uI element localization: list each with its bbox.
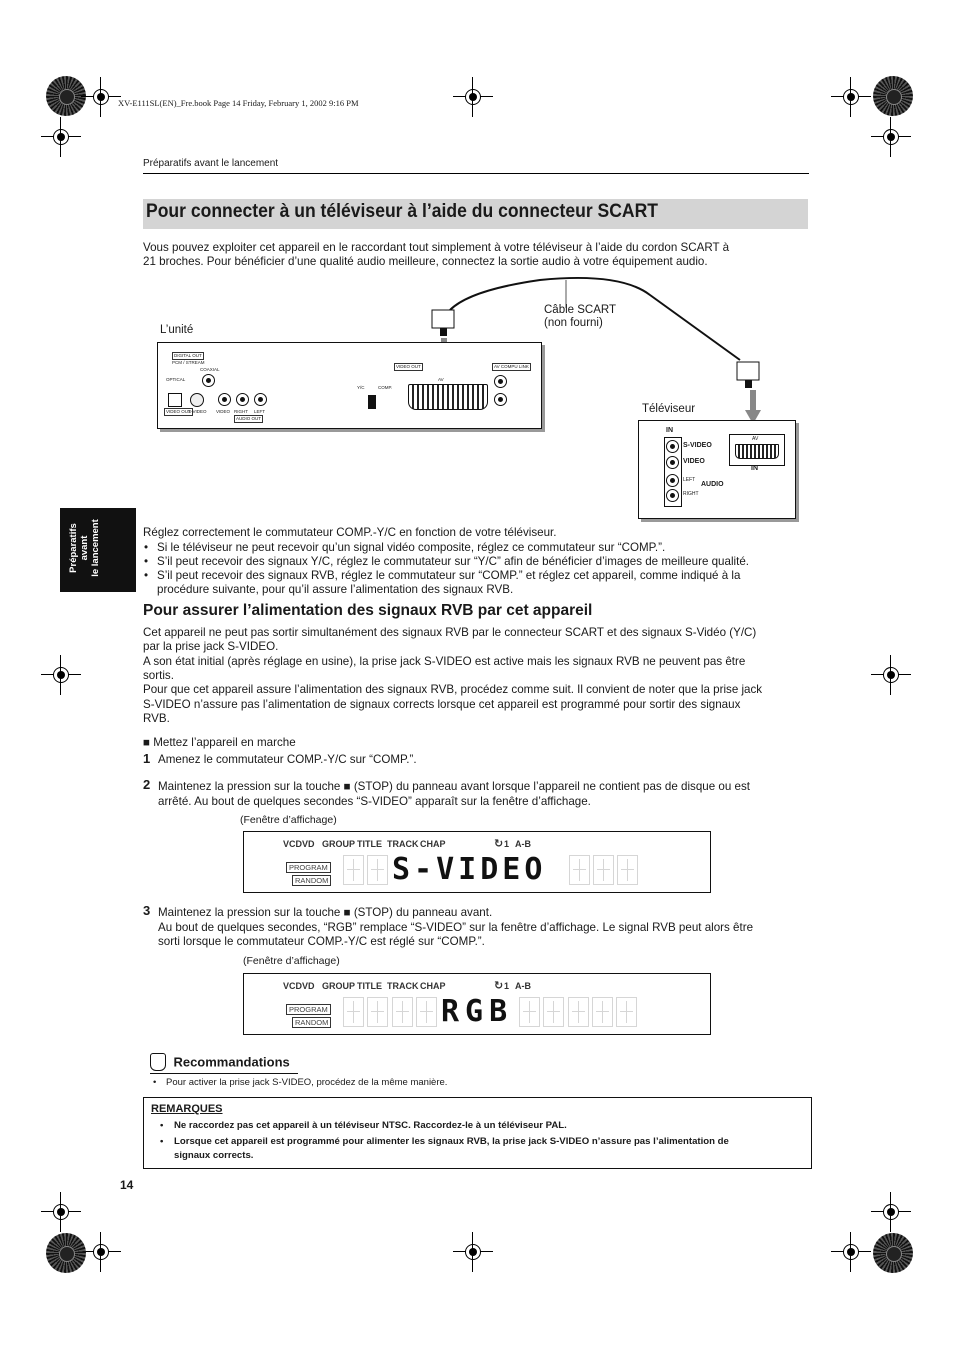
display-window-1 [243,831,711,893]
registration-mark [453,1232,493,1272]
step-text: Amenez le commutateur COMP.-Y/C sur “COMP.”. [158,753,417,766]
rvb-paragraph: Pour que cet appareil assure l’alimentation des signaux RVB, procédez comme suit. Il convient de noter que la prise jack [143,683,763,696]
tv-right-label: RIGHT [683,491,699,497]
lcd-vcdvd: VCDVD [283,839,315,849]
digital-out-label: DIGITAL OUT [174,353,202,358]
lcd-cell [519,997,540,1027]
lcd-cell [543,997,564,1027]
recommendation-item: • Pour activer la prise jack S-VIDEO, procédez de la même manière. [152,1076,447,1091]
optical-port [168,393,182,407]
lcd-chap: CHAP [420,839,446,849]
page-number: 14 [120,1178,134,1192]
tv-left-jack [666,474,679,487]
step-text: arrêté. Au bout de quelques secondes “S-VIDEO” apparaît sur la fenêtre d’affichage. [158,795,591,808]
switch-bullet: • S’il peut recevoir des signaux Y/C, réglez le commutateur sur “Y/C” afin de bénéficier d’images de meilleure qualité. [143,555,749,570]
left-label: LEFT [254,409,266,414]
registration-mark [871,1192,911,1232]
lcd-group: GROUP [322,981,356,991]
side-tab [60,508,136,592]
recommendations-label: Recommandations [173,1054,290,1070]
coaxial-label: COAXIAL [200,367,220,372]
step-text: Au bout de quelques secondes, “RGB” remplace “S-VIDEO” sur la fenêtre d’affichage. Le signal RVB peut alors être [158,921,754,934]
lcd-cell [416,997,437,1027]
cable-label-line2: (non fourni) [544,317,603,329]
lcd-track: TRACK [387,839,419,849]
scart-section-label: VIDEO OUT [396,364,421,369]
audio-right-jack [236,393,249,406]
video-label: VIDEO [216,409,231,414]
compu-link-jack-1 [494,375,507,388]
lcd-ab: A-B [515,839,531,849]
lcd-cell [592,997,613,1027]
registration-mark [41,117,81,157]
lcd-random: RANDOM [292,875,331,886]
tv-s-video-jack [666,440,679,453]
lcd-repeat: 1 [504,839,510,849]
side-tab-line2: le lancement [90,519,101,577]
step-number: 3 [143,903,151,918]
repeat-icon: ↻ [494,838,504,850]
switch-bullet: • Si le téléviseur ne peut recevoir qu’un signal vidéo composite, réglez ce commutateur sur “COMP.”. [143,541,665,556]
recommendations-badge [150,1053,298,1074]
tv-audio-label: AUDIO [701,481,724,488]
rvb-paragraph: S-VIDEO n’assure pas l’alimentation de signaux corrects lorsque cet appareil est programmé pour sortir des signaux [143,698,741,711]
lcd-repeat: 1 [504,981,510,991]
tv-scart-connector [735,444,779,459]
tv-video-label: VIDEO [683,458,705,465]
scart-av-label: AV [438,377,444,382]
repeat-icon: ↻ [494,980,504,992]
lcd-cell [569,855,590,885]
remarks-heading: REMARQUES [151,1103,223,1115]
audio-left-jack [254,393,267,406]
comp-yc-switch [368,395,376,409]
step-number: 2 [143,777,151,792]
display-caption: (Fenêtre d’affichage) [240,814,337,826]
lcd-char: S-VIDEO [392,852,547,887]
lcd-chap: CHAP [420,981,446,991]
registration-mark [453,77,493,117]
lcd-cell [367,855,388,885]
s-video-port [190,393,204,407]
lcd-cell [343,855,364,885]
optical-label: OPTICAL [166,377,186,382]
registration-mark [831,1232,871,1272]
intro-line: 21 broches. Pour bénéficier d’une qualité audio meilleure, connectez la sortie audio à votre équipement audio. [143,255,708,268]
remark-item: • Lorsque cet appareil est programmé pour alimenter les signaux RVB, la prise jack S-VIDEO n’assure pas l’alimentation de [152,1135,729,1149]
lcd-title: TITLE [357,981,382,991]
tv-in2-label: IN [751,465,758,472]
lcd-cell [392,997,413,1027]
comp-label: COMP. [378,385,393,390]
lcd-program: PROGRAM [286,1004,331,1015]
switch-bullet-continuation: procédure suivante, pour qu’il assure l’alimentation des signaux RVB. [157,583,514,596]
registration-mark [871,655,911,695]
tv-in-label: IN [666,427,673,434]
header-rule [143,173,809,174]
unit-rear-panel [157,342,542,429]
lcd-cell [617,855,638,885]
switch-bullet: • S’il peut recevoir des signaux RVB, réglez le commutateur sur “COMP.” et réglez cet appareil, comme indiqué à la [143,569,740,584]
lcd-cell [593,855,614,885]
remark-item: • Ne raccordez pas cet appareil à un téléviseur NTSC. Raccordez-le à un téléviseur PAL. [152,1119,567,1133]
rvb-paragraph: Cet appareil ne peut pas sortir simultanément des signaux RVB par le connecteur SCART et des signaux S-Vidéo (Y/C) [143,626,757,639]
lcd-program: PROGRAM [286,862,331,873]
corner-disc-bottom-left [46,1233,86,1273]
step-text: sorti lorsque le commutateur COMP.-Y/C est réglé sur “COMP.”. [158,935,485,948]
cable-label [544,304,616,330]
step-text: Maintenez la pression sur la touche ■ (STOP) du panneau avant lorsque l’appareil ne contient pas de disque ou est [158,780,750,793]
rvb-paragraph: par la prise jack S-VIDEO. [143,640,279,653]
registration-mark [871,117,911,157]
remarks-box [143,1097,812,1169]
audio-out-label: AUDIO OUT [236,416,262,421]
lcd-cell [367,997,388,1027]
registration-mark [81,77,121,117]
lcd-random: RANDOM [292,1017,331,1028]
pcm-stream-label: PCM / STREAM [172,360,205,365]
page-title: Pour connecter à un téléviseur à l’aide du connecteur SCART [146,200,659,222]
side-tab-line1: Préparatifs avant [68,523,90,573]
tv-av-label: AV [752,436,759,442]
right-label: RIGHT [234,409,248,414]
video-out-label: VIDEO OUT [166,409,191,414]
tv-left-label: LEFT [683,477,696,483]
lcd-vcdvd: VCDVD [283,981,315,991]
lcd-cell [616,997,637,1027]
cable-label-line1: Câble SCART [544,304,617,316]
scart-connector [408,384,488,410]
print-info: XV-E111SL(EN)_Fre.book Page 14 Friday, February 1, 2002 9:16 PM [118,98,359,108]
compu-link-label: AV COMPU LINK [494,364,529,369]
lcd-ab: A-B [515,981,531,991]
lcd-title: TITLE [357,839,382,849]
rvb-heading: Pour assurer l’alimentation des signaux RVB par cet appareil [143,602,593,619]
power-note: ■ Mettez l’appareil en marche [143,736,296,749]
step-text: Maintenez la pression sur la touche ■ (STOP) du panneau avant. [158,906,493,919]
registration-mark [41,1192,81,1232]
lcd-char: RGB [441,994,514,1029]
video-jack [218,393,231,406]
step-number: 1 [143,751,151,766]
rvb-paragraph: sortis. [143,669,174,682]
lcd-cell [343,997,364,1027]
connection-diagram [140,270,810,525]
display-caption: (Fenêtre d’affichage) [243,955,340,967]
hand-icon [150,1053,166,1071]
lcd-track: TRACK [387,981,419,991]
lcd-cell [568,997,589,1027]
compu-link-jack-2 [494,393,507,406]
corner-disc-bottom-right [873,1233,913,1273]
unit-label: L’unité [160,324,194,336]
tv-label: Téléviseur [642,403,696,415]
registration-mark [41,655,81,695]
s-video-label: S-VIDEO [188,409,207,414]
intro-line: Vous pouvez exploiter cet appareil en le raccordant tout simplement à votre téléviseur à l’aide du cordon SCART à [143,241,730,254]
display-window-2 [243,973,711,1035]
side-tab-text [68,512,101,584]
yc-label: Y/C [357,385,365,390]
corner-disc-top-left [46,76,86,116]
running-header: Préparatifs avant le lancement [143,158,279,169]
remark-item-continuation: signaux corrects. [174,1150,254,1161]
tv-panel [638,420,796,519]
registration-mark [831,77,871,117]
tv-right-jack [666,489,679,502]
corner-disc-top-right [873,76,913,116]
lcd-group: GROUP [322,839,356,849]
rvb-paragraph: RVB. [143,712,170,725]
coaxial-jack [202,374,215,387]
switch-lead: Réglez correctement le commutateur COMP.-Y/C en fonction de votre téléviseur. [143,526,557,539]
tv-s-video-label: S-VIDEO [683,442,712,449]
rvb-paragraph: A son état initial (après réglage en usine), la prise jack S-VIDEO est active mais les signaux RVB ne peuvent pas être [143,655,746,668]
tv-video-jack [666,456,679,469]
registration-mark [81,1232,121,1272]
